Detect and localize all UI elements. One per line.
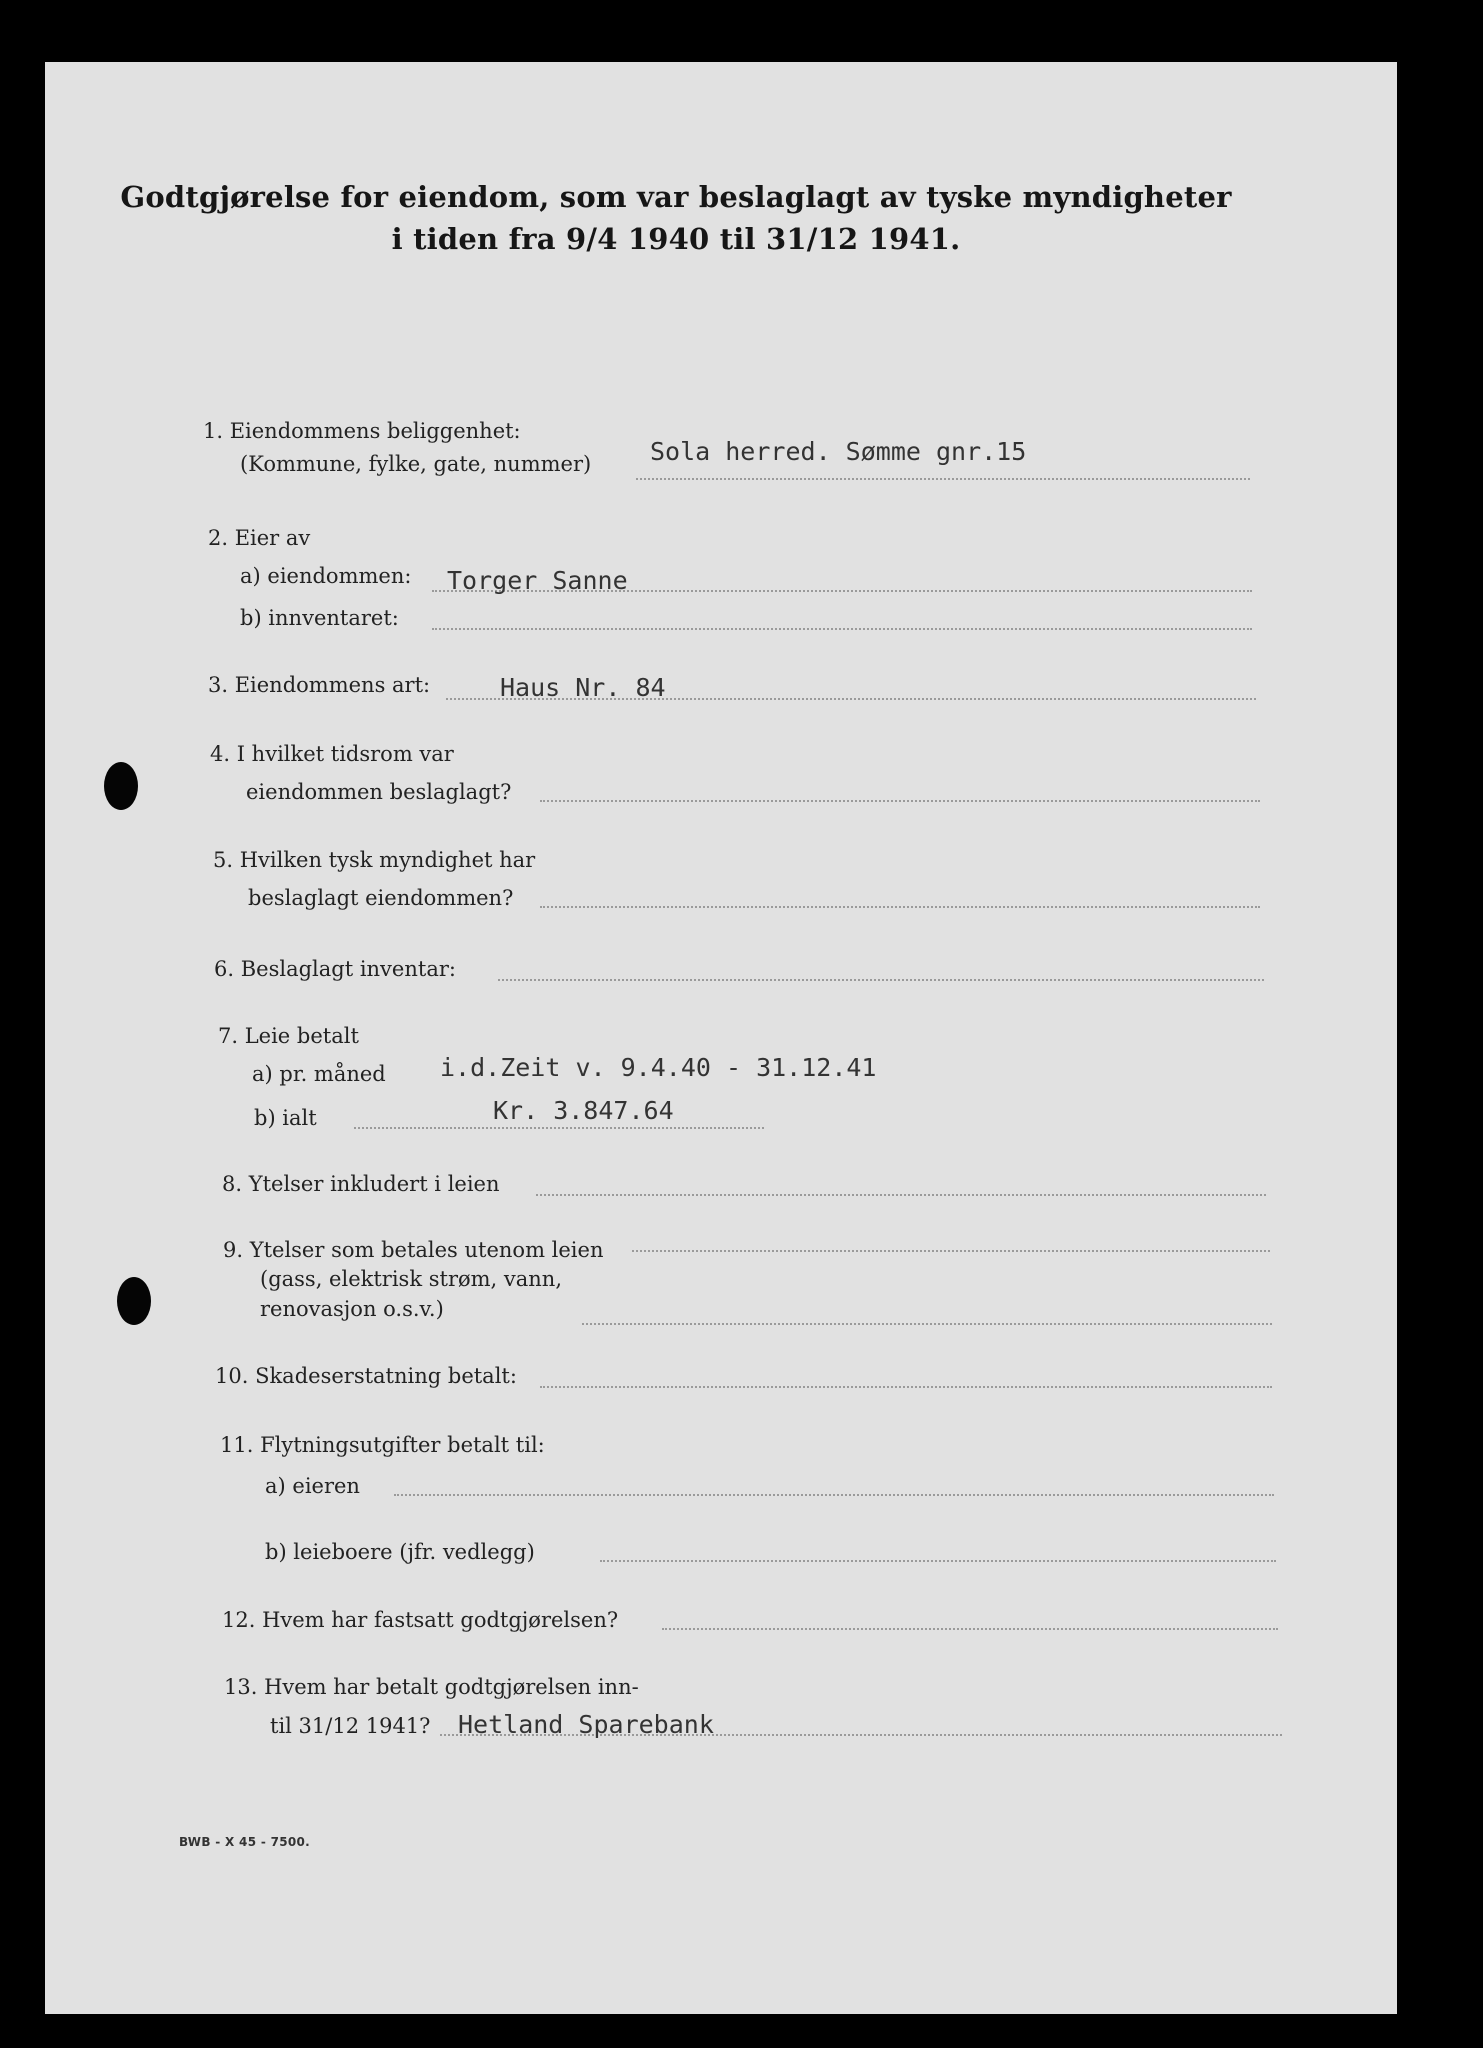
q9-sublabel-2: renovasjon o.s.v.): [260, 1297, 444, 1321]
q1-answer: Sola herred. Sømme gnr.15: [650, 437, 1027, 466]
q4-label: 4. I hvilket tidsrom var: [210, 742, 454, 766]
q5-answer-line: [540, 906, 1260, 908]
q8-answer-line: [536, 1194, 1266, 1196]
q13-answer: Hetland Sparebank: [458, 1710, 714, 1739]
q1-label: 1. Eiendommens beliggenhet:: [203, 419, 521, 443]
q6-label: 6. Beslaglagt inventar:: [214, 957, 456, 981]
q8-label: 8. Ytelser inkludert i leien: [222, 1172, 500, 1196]
q9-label: 9. Ytelser som betales utenom leien: [223, 1238, 604, 1262]
punch-hole-bottom: [117, 1277, 151, 1325]
q2a-label: a) eiendommen:: [240, 564, 412, 588]
q12-label: 12. Hvem har fastsatt godtgjørelsen?: [222, 1608, 619, 1632]
q1-answer-line: [636, 478, 1250, 480]
q11-label: 11. Flytningsutgifter betalt til:: [220, 1433, 545, 1457]
q7a-answer: i.d.Zeit v. 9.4.40 - 31.12.41: [440, 1053, 877, 1082]
form-title-line-2: i tiden fra 9/4 1940 til 31/12 1941.: [391, 222, 961, 256]
q9-answer-line: [632, 1250, 1270, 1252]
q10-answer-line: [540, 1386, 1272, 1388]
q7a-label: a) pr. måned: [252, 1062, 386, 1086]
q2b-answer-line: [432, 628, 1252, 630]
q2-label: 2. Eier av: [208, 526, 311, 550]
q11b-answer-line: [600, 1560, 1276, 1562]
q13-label: 13. Hvem har betalt godtgjørelsen inn-: [224, 1675, 639, 1699]
q13-sublabel: til 31/12 1941?: [270, 1714, 431, 1738]
q4-answer-line: [540, 800, 1260, 802]
printer-imprint: BWB - X 45 - 7500.: [179, 1835, 311, 1849]
q11a-label: a) eieren: [265, 1474, 360, 1498]
q3-label: 3. Eiendommens art:: [208, 673, 431, 697]
q7-label: 7. Leie betalt: [218, 1024, 359, 1048]
q4-sublabel: eiendommen beslaglagt?: [246, 780, 512, 804]
q7b-answer-line: [354, 1127, 764, 1129]
q11a-answer-line: [394, 1494, 1274, 1496]
q6-answer-line: [498, 979, 1264, 981]
q7b-answer: Kr. 3.847.64: [493, 1096, 674, 1125]
punch-hole-top: [104, 762, 138, 810]
q5-sublabel: beslaglagt eiendommen?: [248, 886, 514, 910]
q2a-answer: Torger Sanne: [447, 566, 628, 595]
q2b-label: b) innventaret:: [240, 606, 399, 630]
form-title-line-1: Godtgjørelse for eiendom, som var beslaglagt av tyske myndigheter: [120, 180, 1232, 214]
q12-answer-line: [662, 1628, 1278, 1630]
q11b-label: b) leieboere (jfr. vedlegg): [265, 1540, 535, 1564]
q9-sublabel-1: (gass, elektrisk strøm, vann,: [260, 1267, 562, 1291]
q7b-label: b) ialt: [254, 1106, 317, 1130]
q10-label: 10. Skadeserstatning betalt:: [215, 1364, 517, 1388]
q1-sublabel: (Kommune, fylke, gate, nummer): [240, 452, 592, 476]
q3-answer: Haus Nr. 84: [500, 673, 666, 702]
q9-answer-line-2: [582, 1323, 1272, 1325]
q5-label: 5. Hvilken tysk myndighet har: [213, 848, 536, 872]
